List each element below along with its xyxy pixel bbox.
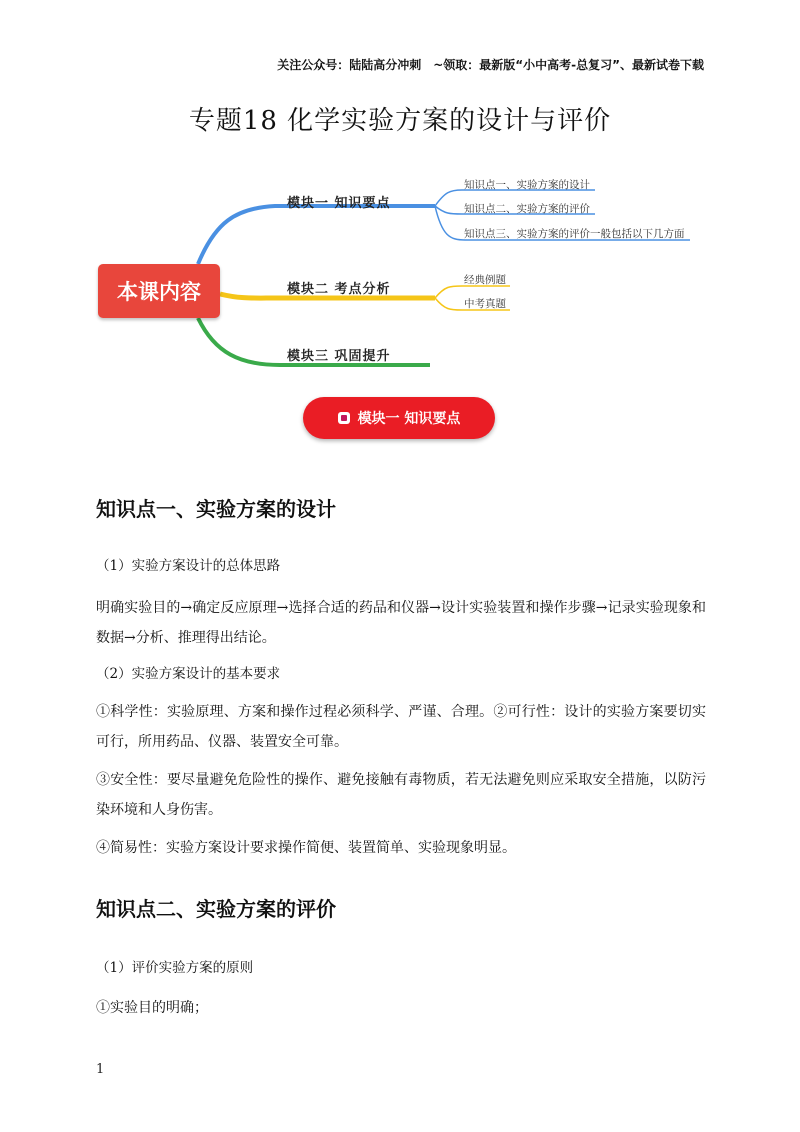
branch-label-1: 模块一 知识要点 [287, 196, 391, 211]
paragraph-1-3: ③安全性：要尽量避免危险性的操作、避免接触有毒物质，若无法避免则应采取安全措施，以防污染环境和人身伤害。 [96, 772, 706, 818]
branch-label-3: 模块三 巩固提升 [287, 349, 391, 364]
section-heading-2: 知识点二、实验方案的评价 [96, 897, 336, 921]
module-badge-label: 模块一 知识要点 [357, 411, 461, 427]
leaf-label-3: 知识点三、实验方案的评价一般包括以下几方面 [464, 228, 685, 240]
header-note: 关注公众号：陆陆高分冲刺 ~领取：最新版“小中高考-总复习”、最新试卷下载 [277, 58, 704, 72]
mind-map [90, 168, 710, 383]
paragraph-2-1: ①实验目的明确； [96, 1000, 208, 1016]
subheading-1-2: （2）实验方案设计的基本要求 [96, 666, 281, 682]
paragraph-1-4: ④简易性：实验方案设计要求操作简便、装置简单、实验现象明显。 [96, 840, 516, 856]
leaf-label-5: 中考真题 [464, 298, 506, 310]
section-heading-1: 知识点一、实验方案的设计 [96, 497, 336, 521]
page-number: 1 [96, 1062, 105, 1077]
subheading-1-1: （1）实验方案设计的总体思路 [96, 558, 281, 574]
subheading-2-1: （1）评价实验方案的原则 [96, 960, 254, 976]
leaf-label-1: 知识点一、实验方案的设计 [464, 179, 590, 191]
leaf-label-2: 知识点二、实验方案的评价 [464, 203, 590, 215]
paragraph-1-1: 明确实验目的→确定反应原理→选择合适的药品和仪器→设计实验装置和操作步骤→记录实验现象和数据→分析、推理得出结论。 [96, 600, 706, 646]
bookmark-icon [338, 412, 350, 424]
branch-line-1 [198, 206, 435, 264]
page-title: 专题18 化学实验方案的设计与评价 [188, 106, 612, 136]
module-badge [303, 397, 495, 439]
mind-map-center: 本课内容 [98, 264, 220, 318]
leaf-label-4: 经典例题 [464, 274, 506, 286]
branch-label-2: 模块二 考点分析 [287, 282, 391, 297]
paragraph-1-2: ①科学性：实验原理、方案和操作过程必须科学、严谨、合理。②可行性：设计的实验方案要切实可行，所用药品、仪器、装置安全可靠。 [96, 704, 706, 750]
